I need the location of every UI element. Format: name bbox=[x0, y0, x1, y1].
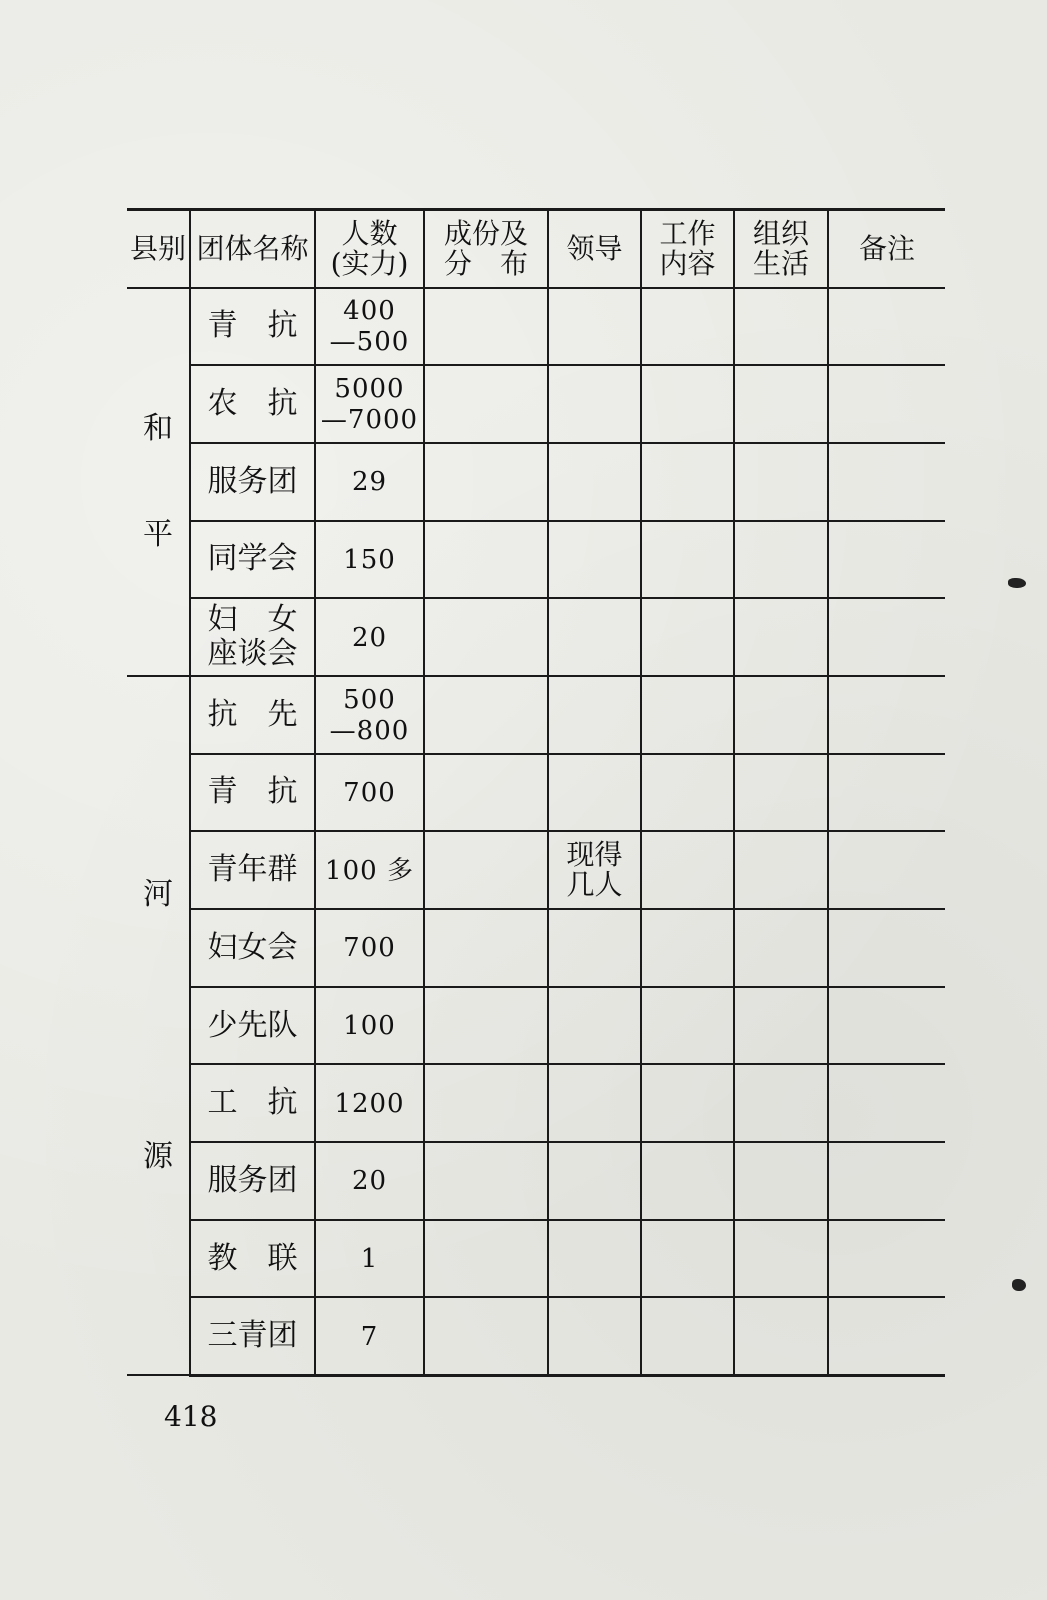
leader-cell: 现得 几人 bbox=[548, 831, 641, 909]
group-name-cell: 服务团 bbox=[190, 1142, 315, 1220]
count-cell: 500 —800 bbox=[315, 676, 424, 754]
leader-cell bbox=[548, 521, 641, 599]
header-remarks: 备注 bbox=[828, 210, 945, 288]
group-name-cell: 服务团 bbox=[190, 443, 315, 521]
county-char: 源 bbox=[143, 1138, 173, 1174]
table-row bbox=[127, 676, 945, 754]
table-row bbox=[127, 443, 945, 521]
header-org-life: 组织 生活 bbox=[734, 210, 828, 288]
group-name-cell: 抗 先 bbox=[190, 676, 315, 754]
count-cell: 700 bbox=[315, 909, 424, 987]
count-cell: 1 bbox=[315, 1220, 424, 1298]
county-char: 和 bbox=[143, 410, 173, 446]
header-member-count: 人数 (实力) bbox=[315, 210, 424, 288]
page-number: 418 bbox=[164, 1400, 218, 1433]
county-cell bbox=[127, 288, 190, 676]
group-name-cell: 教 联 bbox=[190, 1220, 315, 1298]
leader-cell bbox=[548, 288, 641, 366]
group-name-cell: 青 抗 bbox=[190, 288, 315, 366]
table-row bbox=[127, 598, 945, 676]
header-group-name: 团体名称 bbox=[190, 210, 315, 288]
header-leadership: 领导 bbox=[548, 210, 641, 288]
count-cell: 100 多 bbox=[315, 831, 424, 909]
group-name-cell: 青年群 bbox=[190, 831, 315, 909]
ink-blot-mark bbox=[1012, 1279, 1026, 1291]
group-name-cell: 妇 女 座谈会 bbox=[190, 598, 315, 676]
table-header-row bbox=[127, 210, 945, 288]
leader-cell bbox=[548, 365, 641, 443]
leader-cell bbox=[548, 1220, 641, 1298]
table-row bbox=[127, 987, 945, 1065]
table-row bbox=[127, 754, 945, 832]
count-cell: 5000 —7000 bbox=[315, 365, 424, 443]
group-name-cell: 工 抗 bbox=[190, 1064, 315, 1142]
header-composition: 成份及 分 布 bbox=[424, 210, 548, 288]
county-cell bbox=[127, 676, 190, 1375]
leader-cell bbox=[548, 987, 641, 1065]
header-work-content: 工作 内容 bbox=[641, 210, 734, 288]
table-row bbox=[127, 521, 945, 599]
count-cell: 700 bbox=[315, 754, 424, 832]
count-cell: 1200 bbox=[315, 1064, 424, 1142]
count-cell: 100 bbox=[315, 987, 424, 1065]
group-name-cell: 同学会 bbox=[190, 521, 315, 599]
leader-cell bbox=[548, 1297, 641, 1375]
leader-cell bbox=[548, 443, 641, 521]
table-row bbox=[127, 365, 945, 443]
group-name-cell: 三青团 bbox=[190, 1297, 315, 1375]
table-row bbox=[127, 1220, 945, 1298]
count-cell: 29 bbox=[315, 443, 424, 521]
county-char: 河 bbox=[143, 876, 173, 912]
table-row bbox=[127, 288, 945, 366]
count-cell: 7 bbox=[315, 1297, 424, 1375]
group-name-cell: 妇女会 bbox=[190, 909, 315, 987]
leader-cell bbox=[548, 1142, 641, 1220]
table-row bbox=[127, 909, 945, 987]
count-cell: 20 bbox=[315, 1142, 424, 1220]
count-cell: 400 —500 bbox=[315, 288, 424, 366]
table-row bbox=[127, 1064, 945, 1142]
organization-table bbox=[127, 208, 945, 1377]
table-row bbox=[127, 1142, 945, 1220]
leader-cell bbox=[548, 598, 641, 676]
group-name-cell: 少先队 bbox=[190, 987, 315, 1065]
leader-cell bbox=[548, 1064, 641, 1142]
leader-cell bbox=[548, 909, 641, 987]
count-cell: 20 bbox=[315, 598, 424, 676]
group-name-cell: 农 抗 bbox=[190, 365, 315, 443]
county-char: 平 bbox=[143, 516, 173, 552]
group-name-cell: 青 抗 bbox=[190, 754, 315, 832]
leader-cell bbox=[548, 754, 641, 832]
leader-cell bbox=[548, 676, 641, 754]
count-cell: 150 bbox=[315, 521, 424, 599]
table-row bbox=[127, 1297, 945, 1375]
ink-blot-mark bbox=[1008, 578, 1026, 588]
table-row bbox=[127, 831, 945, 909]
header-county: 县别 bbox=[127, 210, 190, 288]
